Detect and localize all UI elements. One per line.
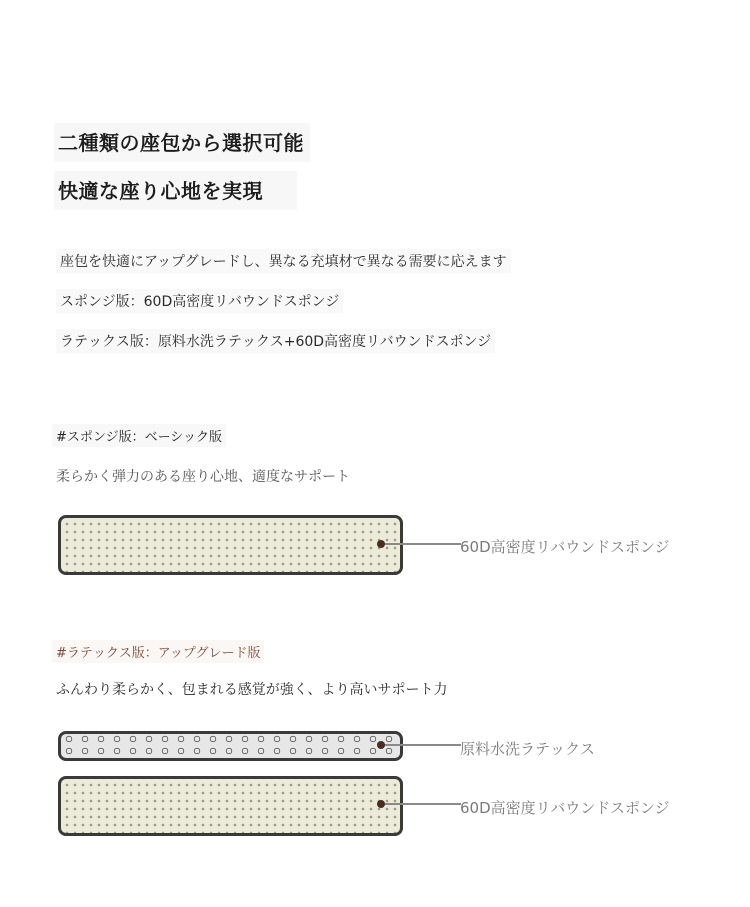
latex-layer-diagram	[58, 731, 403, 761]
latex-section-subtitle: ふんわり柔らかく、包まれる感覚が強く、より高いサポート力	[56, 682, 448, 698]
latex-leader-node	[377, 741, 385, 749]
latex-sponge-leader-line	[381, 803, 461, 805]
heading-line-2: 快適な座り心地を実現	[58, 179, 263, 203]
latex-sponge-leader-node	[377, 800, 385, 808]
latex-section-title: #ラテックス版：アップグレード版	[52, 640, 264, 663]
heading-box-1	[54, 123, 310, 162]
sponge-leader-line	[381, 543, 461, 545]
intro-line-2: スポンジ版：60D高密度リバウンドスポンジ	[56, 289, 343, 313]
sponge-section-subtitle: 柔らかく弾力のある座り心地、適度なサポート	[56, 469, 350, 485]
heading-line-1: 二種類の座包から選択可能	[58, 131, 304, 155]
heading-box-2	[54, 171, 297, 210]
sponge-section-title: #スポンジ版：ベーシック版	[52, 424, 226, 447]
intro-line-1: 座包を快適にアップグレードし、異なる充填材で異なる需要に応えます	[56, 249, 511, 273]
sponge-layer-diagram	[58, 515, 403, 575]
latex-sponge-layer-label: 60D高密度リバウンドスポンジ	[460, 799, 670, 817]
sponge-layer-label: 60D高密度リバウンドスポンジ	[460, 538, 670, 556]
latex-leader-line	[381, 744, 461, 746]
sponge-leader-node	[377, 540, 385, 548]
latex-sponge-layer-diagram	[58, 776, 403, 836]
latex-layer-label: 原料水洗ラテックス	[460, 740, 595, 758]
intro-line-3: ラテックス版：原料水洗ラテックス+60D高密度リバウンドスポンジ	[56, 329, 495, 353]
